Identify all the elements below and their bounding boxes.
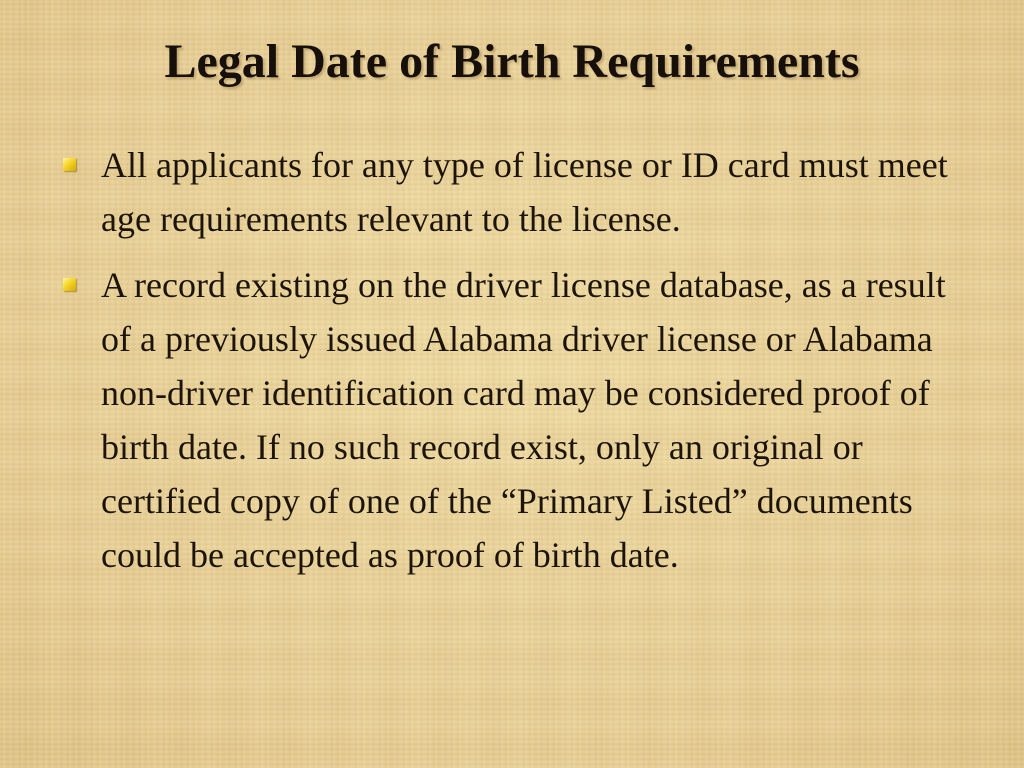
bullet-item-1 bbox=[62, 138, 977, 246]
bullet-text-1: All applicants for any type of license or ID card must meet age requirements relevant to the license. bbox=[101, 145, 948, 239]
slide-title: Legal Date of Birth Requirements bbox=[164, 35, 860, 88]
square-bullet-icon bbox=[63, 278, 76, 291]
bullet-item-2 bbox=[62, 258, 977, 582]
slide-content bbox=[62, 138, 977, 594]
bullet-text-2: A record existing on the driver license database, as a result of a previously issued Alabama driver license or Alabama non-driver identification card may be considered proof of birth date. If no such record exist, only an original or certified copy of one of the “Primary Listed” documents could be accepted as proof of birth date. bbox=[101, 265, 946, 575]
square-bullet-icon bbox=[63, 158, 76, 171]
